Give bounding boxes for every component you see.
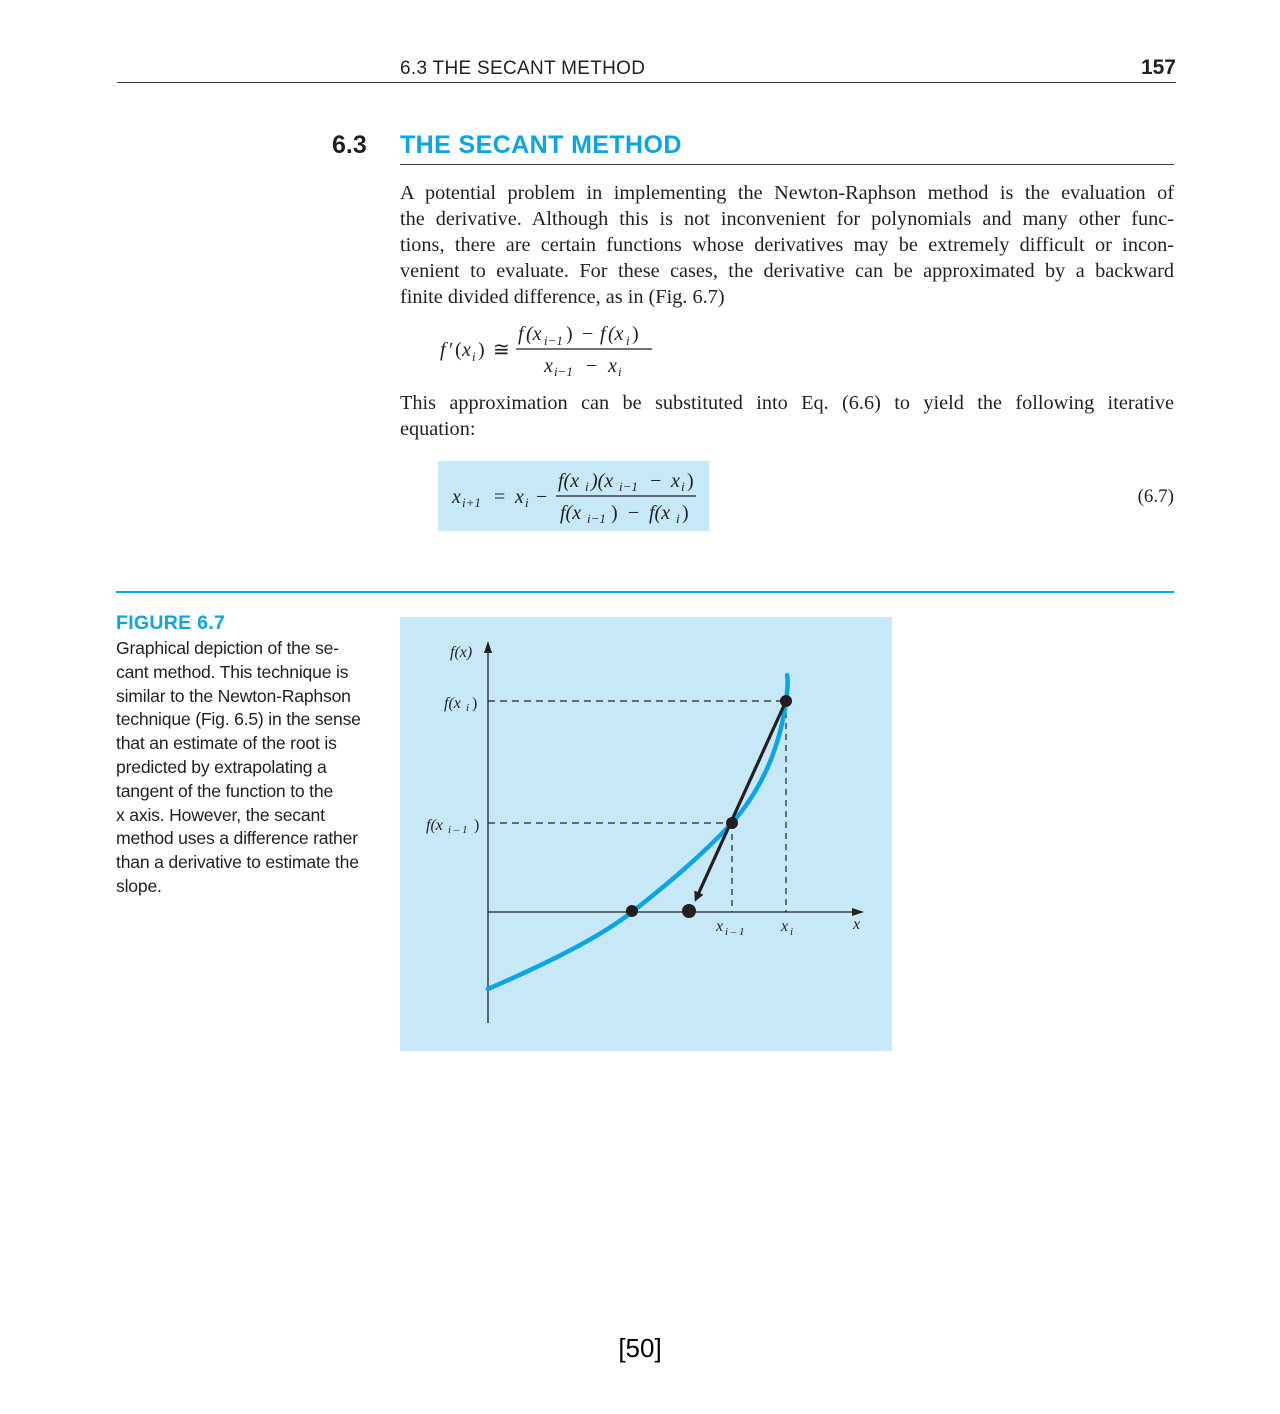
eq2-num-mid: )(x	[591, 470, 614, 492]
running-title: 6.3 THE SECANT METHOD	[400, 58, 646, 79]
eq1-lhs-x: x	[462, 339, 471, 361]
eq2-rhs-sub: i	[525, 495, 529, 510]
page-number: 157	[1140, 56, 1176, 79]
eq2-num-sub-i: i	[585, 479, 589, 494]
paragraph-line: the derivative. Although this is not inconvenient for polynomials and many other func-	[400, 208, 1174, 230]
footer-page-marker: [50]	[618, 1333, 662, 1363]
paragraph-substitution	[400, 390, 1174, 442]
figure-panel	[400, 617, 892, 1051]
figure-label: FIGURE 6.7	[116, 612, 226, 634]
caption-line: than a derivative to estimate the	[116, 852, 359, 873]
caption-line: method uses a difference rather	[116, 828, 358, 849]
paragraph-intro	[400, 180, 1174, 310]
caption-line: that an estimate of the root is	[116, 733, 337, 754]
eq2-num-x: x	[671, 470, 680, 492]
eq2-lhs-x: x	[452, 486, 461, 508]
eq1-num-f2: f	[600, 323, 606, 345]
section-title: THE SECANT METHOD	[400, 131, 682, 159]
eq1-den-minus: −	[586, 355, 598, 377]
paragraph-line: equation:	[400, 418, 476, 440]
eq1-lhs-prime: ′	[449, 339, 454, 361]
point-xim1	[726, 817, 738, 829]
eq2-den-sub1: i−1	[587, 511, 606, 526]
eq1-num-close2: )	[632, 323, 639, 345]
eq1-num-sub1: i−1	[544, 333, 563, 348]
paragraph-line: This approximation can be substituted into Eq. (6.6) to yield the following iterative	[400, 392, 1174, 414]
eq2-num-sub-i2: i	[681, 479, 685, 494]
running-head	[117, 56, 1176, 83]
point-estimate	[682, 904, 696, 918]
equation-secant-formula	[438, 461, 709, 531]
section-number: 6.3	[332, 131, 367, 159]
eq1-num-arg2: (x	[608, 323, 624, 345]
eq1-den-sub1: i−1	[554, 364, 573, 379]
eq1-lhs-sub: i	[472, 349, 476, 364]
eq1-num-arg1: (x	[526, 323, 542, 345]
eq2-lhs-sub: i+1	[462, 495, 481, 510]
label-x-axis: x	[853, 916, 861, 933]
section-rule	[400, 164, 1174, 165]
caption-line: technique (Fig. 6.5) in the sense	[116, 709, 361, 730]
eq2-num-sub-im1: i−1	[619, 479, 638, 494]
eq1-num-close1: )	[566, 323, 573, 345]
eq2-num-close: )	[687, 470, 694, 492]
label-xi-sub: i	[790, 926, 794, 938]
eq2-den-close1: )	[611, 502, 618, 524]
label-xi: x	[781, 918, 789, 935]
eq1-approx-sign: ≅	[493, 339, 510, 361]
equation-box	[438, 461, 709, 531]
paragraph-line: venient to evaluate. For these cases, the derivative can be approximated by a backward	[400, 260, 1174, 282]
eq2-den-sub2: i	[676, 511, 680, 526]
eq2-den-f2: f(x	[649, 502, 671, 524]
label-fxi-close: )	[472, 695, 478, 712]
label-fxi: f(x	[444, 695, 461, 712]
y-axis-arrow-icon	[484, 641, 492, 653]
caption-line: predicted by extrapolating a	[116, 756, 327, 777]
equation-derivative-approx	[438, 318, 698, 380]
eq1-den-sub2: i	[618, 364, 622, 379]
figure-rule	[116, 591, 1174, 593]
eq2-den-f1: f(x	[560, 502, 582, 524]
eq1-den-x2: x	[608, 355, 617, 377]
eq2-num-f: f(x	[558, 470, 580, 492]
eq2-equals: =	[494, 486, 506, 508]
paragraph-line: tions, there are certain functions whose derivatives may be extremely difficult or incon-	[400, 234, 1174, 256]
caption-line: slope.	[116, 875, 162, 896]
label-fxim1: f(x	[426, 817, 443, 834]
point-root	[626, 905, 638, 917]
figure-caption	[116, 637, 378, 899]
eq1-lhs-paren-close: )	[478, 339, 485, 361]
eq1-num-sub2: i	[626, 333, 630, 348]
paragraph-line: A potential problem in implementing the Newton-Raphson method is the evaluation of	[400, 182, 1174, 204]
eq2-den-close2: )	[682, 502, 689, 524]
eq2-minus: −	[536, 486, 548, 508]
eq1-den-x1: x	[544, 355, 553, 377]
equation-number: (6.7)	[1137, 486, 1174, 507]
function-curve	[488, 675, 788, 989]
caption-line: x axis. However, the secant	[116, 804, 325, 825]
point-xi	[780, 695, 792, 707]
eq1-lhs-f: f	[440, 339, 446, 361]
label-fxim1-sub: i – 1	[448, 824, 468, 836]
eq2-rhs-x: x	[515, 486, 524, 508]
eq1-num-f1: f	[518, 323, 524, 345]
eq1-lhs-paren-open: (	[455, 339, 462, 361]
caption-line: cant method. This technique is	[116, 661, 349, 682]
caption-line: similar to the Newton-Raphson	[116, 685, 351, 706]
secant-diagram	[400, 617, 892, 1051]
paragraph-line: finite divided difference, as in (Fig. 6.7)	[400, 286, 725, 308]
label-xim1: x	[716, 918, 724, 935]
secant-arrow	[696, 701, 786, 899]
label-fxi-sub: i	[466, 702, 470, 714]
eq2-num-minus: −	[650, 470, 662, 492]
label-fxim1-close: )	[474, 817, 480, 834]
x-axis-arrow-icon	[852, 908, 864, 916]
caption-line: tangent of the function to the	[116, 780, 334, 801]
label-xim1-sub: i – 1	[725, 926, 745, 938]
eq2-den-minus: −	[628, 502, 640, 524]
label-y-axis: f(x)	[450, 644, 473, 661]
eq1-num-minus: −	[582, 323, 594, 345]
caption-line: Graphical depiction of the se-	[116, 638, 339, 658]
